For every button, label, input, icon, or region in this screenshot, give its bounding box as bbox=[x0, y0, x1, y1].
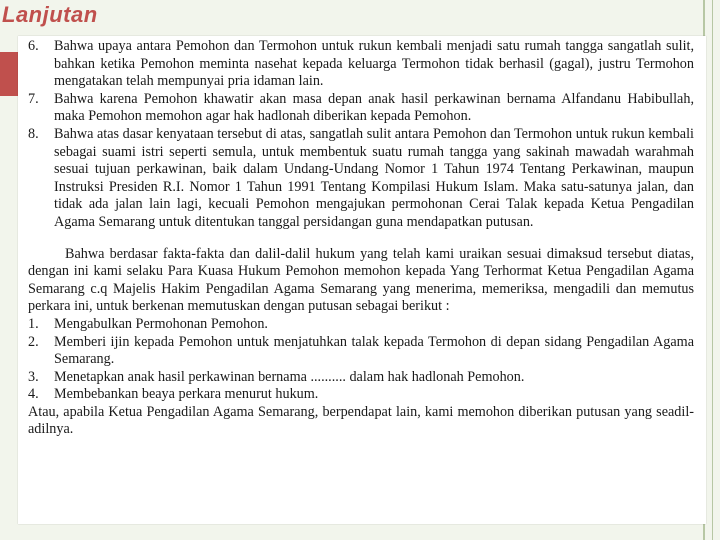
request-item bbox=[28, 369, 694, 387]
request-item bbox=[28, 316, 694, 334]
item-number: 7. bbox=[28, 90, 39, 107]
item-text: Mengabulkan Permohonan Pemohon. bbox=[54, 315, 268, 332]
item-text: Bahwa atas dasar kenyataan tersebut di atas, sangatlah sulit antara Pemohon dan Termohon untuk rukun kembali sebagai suami istri seperti semula, untuk membentuk suatu rumah tangga yang sakinah mawadah warahmah sesuai tujuan perkawinan, baik dalam Undang-Undang Nomor 1 Tahun 1974 Tentang Perkawinan, maupun Instruksi Presiden R.I. Nomor 1 Tahun 1991 Tentang Kompilasi Hukum Islam. Maka satu-satunya jalan, dan tidak ada jalan lain lagi, kecuali Pemohon mengajukan permohonan Cerai Talak kepada Ketua Pengadilan Agama Semarang untuk ditentukan tanggal persidangan guna mendapatkan putusan. bbox=[54, 125, 694, 230]
item-number: 6. bbox=[28, 38, 39, 54]
body-paragraph: Bahwa berdasar fakta-fakta dan dalil-dalil hukum yang telah kami uraikan sesuai dimaksud tersebut diatas, dengan ini kami selaku Para Kuasa Hukum Pemohon memohon kepada Yang Terhormat Ketua Pengadilan Agama Semarang c.q Majelis Hakim Pengadilan Agama Semarang yang menerima, memeriksa, mengadili dan memutus perkara ini, untuk berkenan memutuskan dengan putusan sebagai berikut : bbox=[28, 245, 694, 315]
item-number: 8. bbox=[28, 125, 39, 142]
decorative-line bbox=[712, 0, 713, 540]
request-item bbox=[28, 386, 694, 404]
item-number: 4. bbox=[28, 386, 39, 403]
slide-title: Lanjutan bbox=[2, 2, 98, 27]
closing-paragraph: Atau, apabila Ketua Pengadilan Agama Semarang, berpendapat lain, kami memohon diberikan putusan yang seadil-adilnya. bbox=[28, 403, 694, 438]
item-text: Menetapkan anak hasil perkawinan bernama .......... dalam hak hadlonah Pemohon. bbox=[54, 368, 525, 385]
item-number: 2. bbox=[28, 333, 39, 350]
item-text: Bahwa upaya antara Pemohon dan Termohon untuk rukun kembali menjadi satu rumah tangga sangatlah sulit, bahkan ketika Pemohon meminta nasehat kepada keluarga Termohon tidak berhasil (gagal), justru Termohon mengatakan telah mempunyai pria idaman lain. bbox=[54, 38, 694, 90]
request-item bbox=[28, 334, 694, 369]
document-page bbox=[18, 36, 706, 524]
list-item bbox=[28, 91, 694, 126]
list-item bbox=[28, 38, 694, 91]
list-item bbox=[28, 126, 694, 232]
item-text: Membebankan beaya perkara menurut hukum. bbox=[54, 386, 319, 403]
accent-bar bbox=[0, 52, 18, 96]
item-text: Bahwa karena Pemohon khawatir akan masa depan anak hasil perkawinan bernama Alfandanu Habibullah, maka Pemohon memohon agar hak hadlonah diberikan kepada Pemohon. bbox=[54, 90, 694, 125]
item-text: Memberi ijin kepada Pemohon untuk menjatuhkan talak kepada Termohon di depan sidang Pengadilan Agama Semarang. bbox=[54, 333, 694, 368]
item-number: 3. bbox=[28, 368, 39, 385]
item-number: 1. bbox=[28, 315, 39, 332]
